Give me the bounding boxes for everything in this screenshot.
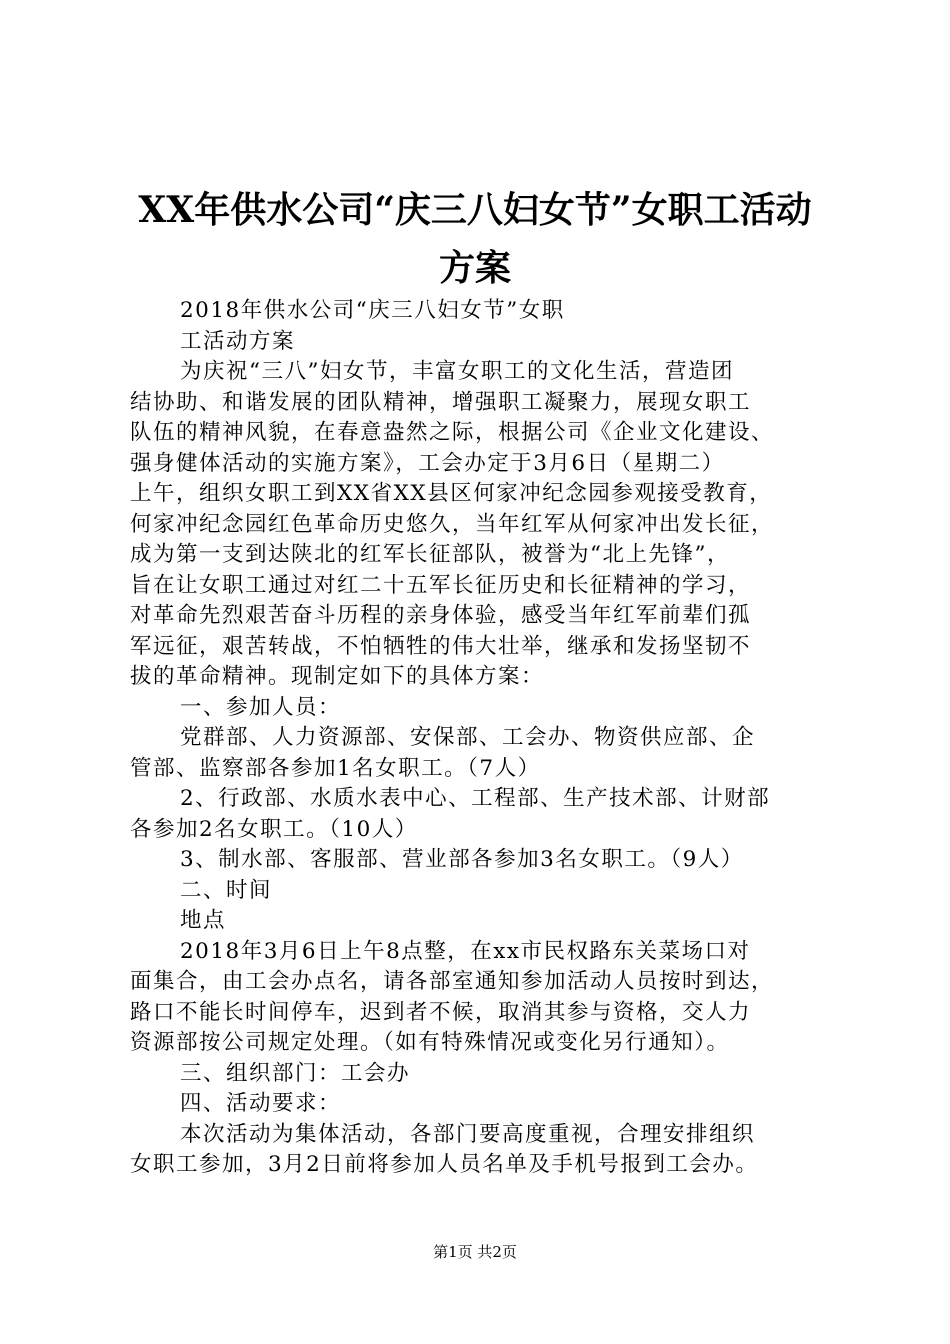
section-heading: 一、参加人员： (180, 694, 342, 720)
body-line: 路口不能长时间停车，迟到者不候，取消其参与资格，交人力 (130, 999, 752, 1025)
body-line: 3、制水部、客服部、营业部各参加3名女职工。（9人） (180, 847, 744, 872)
body-line: 结协助、和谐发展的团队精神，增强职工凝聚力，展现女职工 (130, 389, 752, 415)
body-line: 各参加2名女职工。（10人） (130, 816, 418, 842)
body-line: 上午，组织女职工到XX省XX县区何家冲纪念园参观接受教育， (130, 481, 773, 506)
page-footer: 第1页 共2页 (433, 1243, 517, 1261)
section-heading: 二、时间 (180, 877, 273, 903)
body-line: 党群部、人力资源部、安保部、工会办、物资供应部、企 (180, 725, 756, 750)
body-line: 何家冲纪念园红色革命历史悠久，当年红军从何家冲出发长征， (130, 511, 775, 537)
body-line: 队伍的精神风貌，在春意盎然之际，根据公司《企业文化建设、 (130, 420, 775, 445)
body-line: 女职工参加，3月2日前将参加人员名单及手机号报到工会办。 (130, 1152, 759, 1177)
body-line: 工活动方案 (180, 328, 296, 354)
body-line: 本次活动为集体活动，各部门要高度重视，合理安排组织 (180, 1121, 756, 1147)
body-line: 为庆祝“三八”妇女节，丰富女职工的文化生活，营造团 (180, 359, 734, 384)
body-line: 旨在让女职工通过对红二十五军长征历史和长征精神的学习， (130, 572, 752, 598)
body-line: 对革命先烈艰苦奋斗历程的亲身体验，感受当年红军前辈们孤 (130, 603, 752, 628)
document-title-line-2: 方案 (438, 247, 511, 289)
body-line: 2、行政部、水质水表中心、工程部、生产技术部、计财部 (180, 786, 771, 811)
body-line: 成为第一支到达陕北的红军长征部队，被誉为“北上先锋”， (130, 542, 730, 567)
body-line: 面集合，由工会办点名，请各部室通知参加活动人员按时到达， (130, 969, 775, 994)
document-title-line-1: XX年供水公司“庆三八妇女节”女职工活动 (138, 189, 812, 231)
document-body (130, 296, 830, 1181)
body-line: 拔的革命精神。现制定如下的具体方案： (130, 664, 545, 689)
body-line: 军远征，艰苦转战，不怕牺牲的伟大壮举，继承和发扬坚韧不 (130, 633, 752, 659)
body-line: 管部、监察部各参加1名女职工。（7人） (130, 755, 541, 781)
body-line: 2018年供水公司“庆三八妇女节”女职 (180, 298, 565, 323)
body-line: 资源部按公司规定处理。（如有特殊情况或变化另行通知）。 (130, 1030, 730, 1055)
body-line: 2018年3月6日上午8点整，在xx市民权路东关菜场口对 (180, 938, 751, 964)
section-heading: 四、活动要求： (180, 1091, 342, 1116)
section-heading: 三、组织部门：工会办 (180, 1060, 411, 1086)
body-line: 强身健体活动的实施方案》，工会办定于3月6日（星期二） (130, 450, 725, 476)
body-line: 地点 (180, 908, 227, 933)
